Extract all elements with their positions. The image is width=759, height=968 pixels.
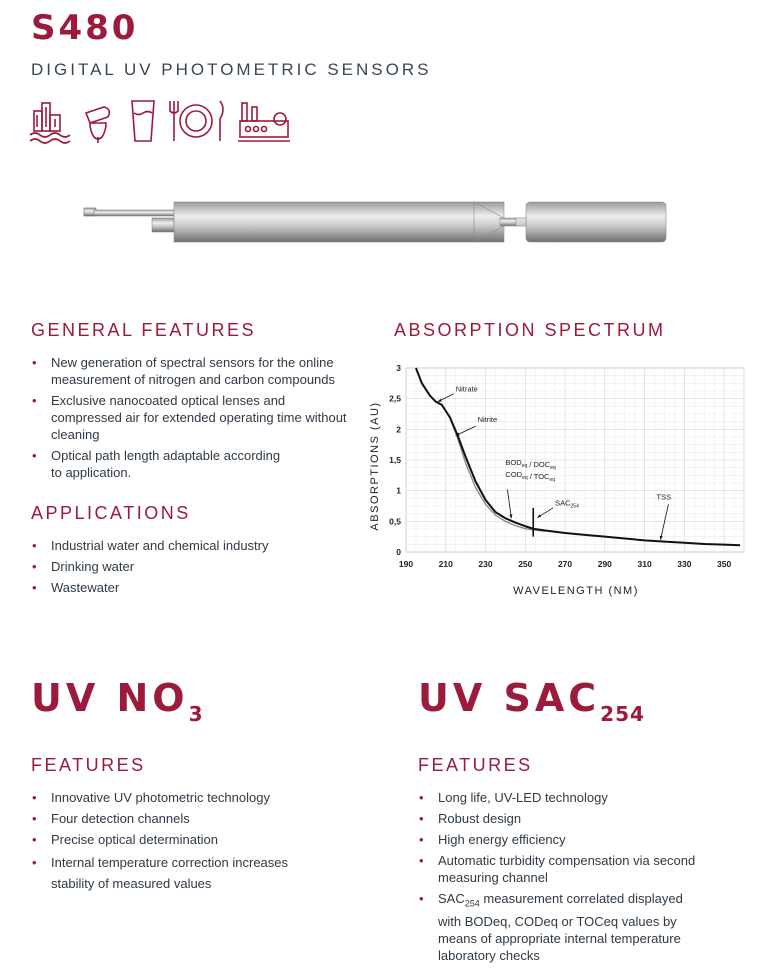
y-tick-label: 1 (396, 485, 401, 496)
x-tick-label: 250 (518, 559, 533, 569)
list-item: • Internal temperature correction increases stability of measured values (32, 855, 289, 891)
sac254-label: $SAC_{254}$ (555, 498, 579, 510)
food-icon (170, 101, 223, 141)
wastewater-plant-icon (238, 103, 290, 141)
list-item: • Long life, UV-LED technology (419, 790, 608, 805)
page-subtitle: DIGITAL UV PHOTOMETRIC SENSORS (31, 60, 432, 79)
general-features-list (31, 354, 351, 485)
list-item: • New generation of spectral sensors for the online measurement of nitrogen and carbon compounds (32, 355, 336, 387)
y-tick-label: 2,5 (389, 393, 401, 404)
x-tick-label: 210 (438, 559, 453, 569)
absorption-chart (366, 356, 751, 601)
applications-list (31, 537, 351, 600)
y-tick-label: 0 (396, 547, 401, 557)
y-tick-label: 0,5 (389, 516, 401, 527)
y-tick-label: 1,5 (389, 455, 401, 465)
x-tick-label: 330 (677, 559, 692, 569)
drinking-water-icon (132, 101, 154, 141)
x-tick-label: 270 (557, 559, 573, 569)
uv-sac254-title: UV $SAC_{254}$ (418, 676, 645, 726)
list-item: • Robust design (419, 811, 522, 826)
list-item: • Precise optical determination (32, 832, 218, 847)
y-axis-label: ABSORPTIONS (AU) (369, 401, 381, 531)
list-item: • Innovative UV photometric technology (32, 790, 270, 805)
list-item: • $SAC_{254}$ measurement correlated displayed with BODeq, CODeq or TOCeq values by means of appropriate internal temperature laboratory checks (419, 891, 683, 963)
no3-features-list (31, 789, 331, 898)
cod-toc-label: $COD_{eq} / TOC_{eq}$ (505, 469, 556, 483)
bod-doc-label: $BOD_{eq} / DOC_{eq}$ (505, 457, 556, 471)
list-item: • Industrial water and chemical industry (32, 538, 269, 553)
uv-no3-title: UV $NO_3$ (31, 676, 204, 726)
x-tick-label: 350 (717, 559, 732, 569)
sac-features-list (418, 789, 718, 968)
y-tick-label: 2 (396, 424, 401, 435)
y-tick-label: 3 (396, 363, 401, 373)
general-features-heading: GENERAL FEATURES (31, 320, 257, 340)
sensor-product-image (80, 192, 670, 248)
list-item: • Optical path length adaptable according to application. (32, 448, 281, 480)
nitrate-label: Nitrate (455, 384, 478, 394)
list-item: • Exclusive nanocoated optical lenses and compressed air for extended operating time without cleaning (32, 393, 347, 442)
page-title: S480 (31, 8, 139, 48)
sac-features-heading: FEATURES (418, 755, 533, 775)
list-item: • Automatic turbidity compensation via second measuring channel (419, 853, 696, 885)
nitrite-label: Nitrite (477, 414, 498, 424)
no3-features-heading: FEATURES (31, 755, 146, 775)
applications-heading: APPLICATIONS (31, 503, 191, 523)
x-tick-label: 230 (478, 559, 493, 569)
tss-label: TSS (656, 492, 672, 502)
list-item: • Drinking water (32, 559, 135, 574)
absorption-spectrum-heading: ABSORPTION SPECTRUM (394, 320, 666, 340)
list-item: • High energy efficiency (419, 832, 566, 847)
x-tick-label: 190 (398, 559, 414, 569)
industry-icon (30, 103, 70, 143)
x-tick-label: 290 (597, 559, 612, 569)
x-tick-label: 310 (637, 559, 652, 569)
list-item: • Four detection channels (32, 811, 190, 826)
application-icons (28, 97, 293, 145)
list-item: • Wastewater (32, 580, 120, 595)
chemical-icon (86, 107, 109, 143)
x-axis-label: WAVELENGTH (NM) (513, 585, 639, 597)
